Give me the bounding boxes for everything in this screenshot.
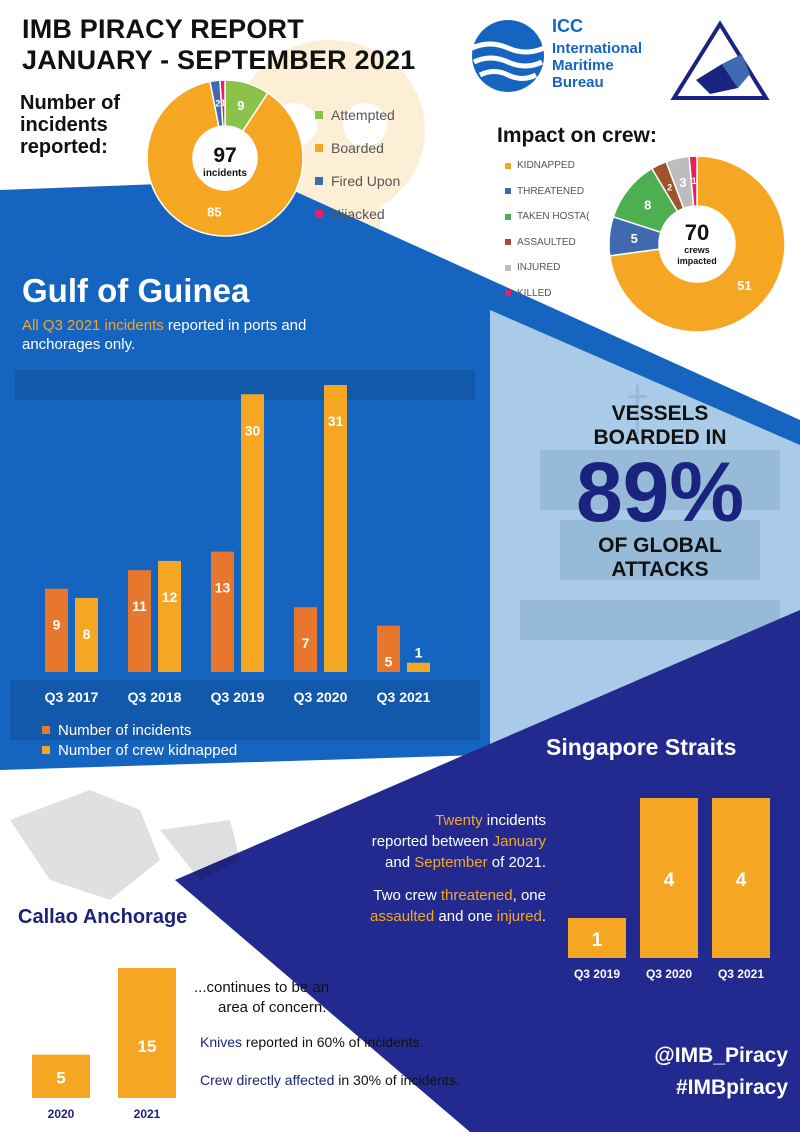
legend-swatch [505,265,511,271]
callao-category-label: 2021 [133,1107,161,1121]
singapore-straits-title: Singapore Straits [546,734,737,760]
donut-value-label: 2 [215,98,221,109]
title-line-1: IMB PIRACY REPORT [22,14,304,44]
gulf-bar-value: 31 [327,413,344,429]
legend-item-fired-upon [315,164,400,197]
legend-label: Boarded [331,139,384,156]
callao-bar-value: 5 [56,1068,66,1088]
gulf-bar-value: 13 [214,579,231,596]
gulf-bar-value: 1 [414,644,423,661]
legend-swatch [505,239,511,245]
legend-label: TAKEN HOSTA( [517,211,590,223]
legend-label: ASSAULTED [517,236,576,248]
crew-impact-title: Impact on crew: [497,124,657,147]
gulf-category-label: Q3 2019 [210,689,265,705]
crew-legend-item-threatened [505,179,597,205]
incidents-donut-chart [140,78,310,238]
donut-value-label: 2 [667,182,673,193]
icc-waves-icon [470,18,546,94]
legend-swatch [505,290,511,296]
callao-crew-text: Crew directly affected in 30% of incidents. [200,1072,460,1088]
crew-impact-legend [505,153,597,306]
singapore-bar-value: 1 [591,930,603,951]
legend-swatch [505,163,511,169]
gulf-bar-value: 8 [82,625,91,642]
crew-legend-item-killed [505,281,597,307]
legend-label: Hijacked [331,205,385,222]
vessels-percent: 89% [575,445,745,539]
icc-text: ICC [552,16,583,36]
gulf-bar-value: 30 [244,422,261,439]
gulf-legend-item-incidents [42,720,237,740]
legend-label: Number of incidents [58,721,192,739]
legend-label: KILLED [517,287,552,299]
donut-value-label: 9 [237,97,245,113]
callao-bar-value: 15 [137,1037,157,1056]
crew-legend-item-assaulted [505,230,597,256]
crew-legend-item-injured [505,255,597,281]
social-tags [654,1040,788,1104]
singapore-bar-value: 4 [735,870,747,891]
legend-swatch [315,111,323,119]
singapore-text: Twenty incidents reported between January and September of 2021. Two crew threatened, one assaulted and one injured. [370,812,546,925]
gulf-category-label: Q3 2017 [44,689,99,705]
donut-center-text: 97 [213,144,237,167]
gulf-of-guinea-title: Gulf of Guinea [22,272,250,309]
legend-item-attempted [315,98,400,131]
icc-imb-logo [470,14,790,104]
gulf-subtitle: All Q3 2021 incidents reported in ports and anchorages only. [22,317,307,353]
gulf-bar-kidnapped [158,561,181,672]
callao-category-label: 2020 [47,1107,75,1121]
legend-swatch [505,188,511,194]
legend-item-hijacked [315,197,400,230]
donut-center-text: impacted [677,256,717,266]
legend-label: THREATENED [517,185,585,197]
donut-value-label: 85 [207,204,222,220]
gulf-bar-value: 9 [52,616,61,633]
gulf-bar-value: 5 [384,653,393,670]
donut-value-label: 1 [220,98,226,109]
gulf-of-guinea-bar-chart [0,370,480,720]
legend-swatch [42,746,50,754]
singapore-bar-chart [560,790,780,990]
donut-value-label: 1 [691,176,697,187]
donut-value-label: 3 [679,175,687,191]
donut-center-text: incidents [203,168,247,179]
gulf-legend-item-kidnapped [42,740,237,760]
legend-label: Fired Upon [331,172,401,189]
incidents-label: Number of incidents reported: [20,92,120,158]
twitter-handle[interactable]: @IMB_Piracy [654,1044,788,1067]
gulf-bar-value: 7 [301,635,310,652]
legend-swatch [315,210,323,218]
legend-label: INJURED [517,262,561,274]
gulf-bar-value: 11 [132,598,147,615]
legend-item-boarded [315,131,400,164]
singapore-bar-value: 4 [663,870,675,891]
crew-legend-item-taken-hostage [505,204,597,230]
imb-name: International Maritime Bureau [552,40,643,91]
callao-anchorage-title: Callao Anchorage [18,906,188,928]
legend-swatch [505,214,511,220]
vessels-boarded-stat: VESSELS BOARDED IN 89% OF GLOBAL ATTACKS [540,402,780,582]
crew-impact-donut-chart [590,152,800,337]
legend-swatch [315,177,323,185]
legend-swatch [315,144,323,152]
legend-swatch [42,726,50,734]
gulf-bar-value: 12 [161,588,178,605]
gulf-bar-kidnapped [407,663,430,672]
donut-center-text: 70 [684,220,710,245]
donut-value-label: 8 [644,197,652,213]
gulf-bar-incidents [211,552,234,672]
gulf-chart-legend [42,720,237,760]
title-line-2: JANUARY - SEPTEMBER 2021 [22,45,416,75]
donut-center-text: crews [684,245,710,255]
callao-text: ...continues to be an area of concern. [194,979,330,1016]
legend-label: Attempted [331,106,395,123]
singapore-category-label: Q3 2019 [573,967,621,981]
imb-triangle-logo-icon [670,20,770,102]
incidents-legend [315,98,400,230]
hashtag[interactable]: #IMBpiracy [675,1076,788,1099]
callao-knives-text: Knives reported in 60% of incidents. [200,1034,424,1050]
callao-bar-chart [20,960,190,1125]
gulf-category-label: Q3 2018 [127,689,182,705]
singapore-category-label: Q3 2020 [645,967,693,981]
donut-value-label: 5 [630,230,638,246]
gulf-bar-incidents [128,570,151,672]
legend-label: KIDNAPPED [517,160,575,172]
singapore-category-label: Q3 2021 [717,967,765,981]
gulf-category-label: Q3 2021 [376,689,431,705]
legend-label: Number of crew kidnapped [58,741,238,759]
report-title [22,14,415,76]
callao-bar [118,968,176,1098]
donut-value-label: 51 [737,278,752,294]
crew-legend-item-kidnapped [505,153,597,179]
gulf-category-label: Q3 2020 [293,689,348,705]
